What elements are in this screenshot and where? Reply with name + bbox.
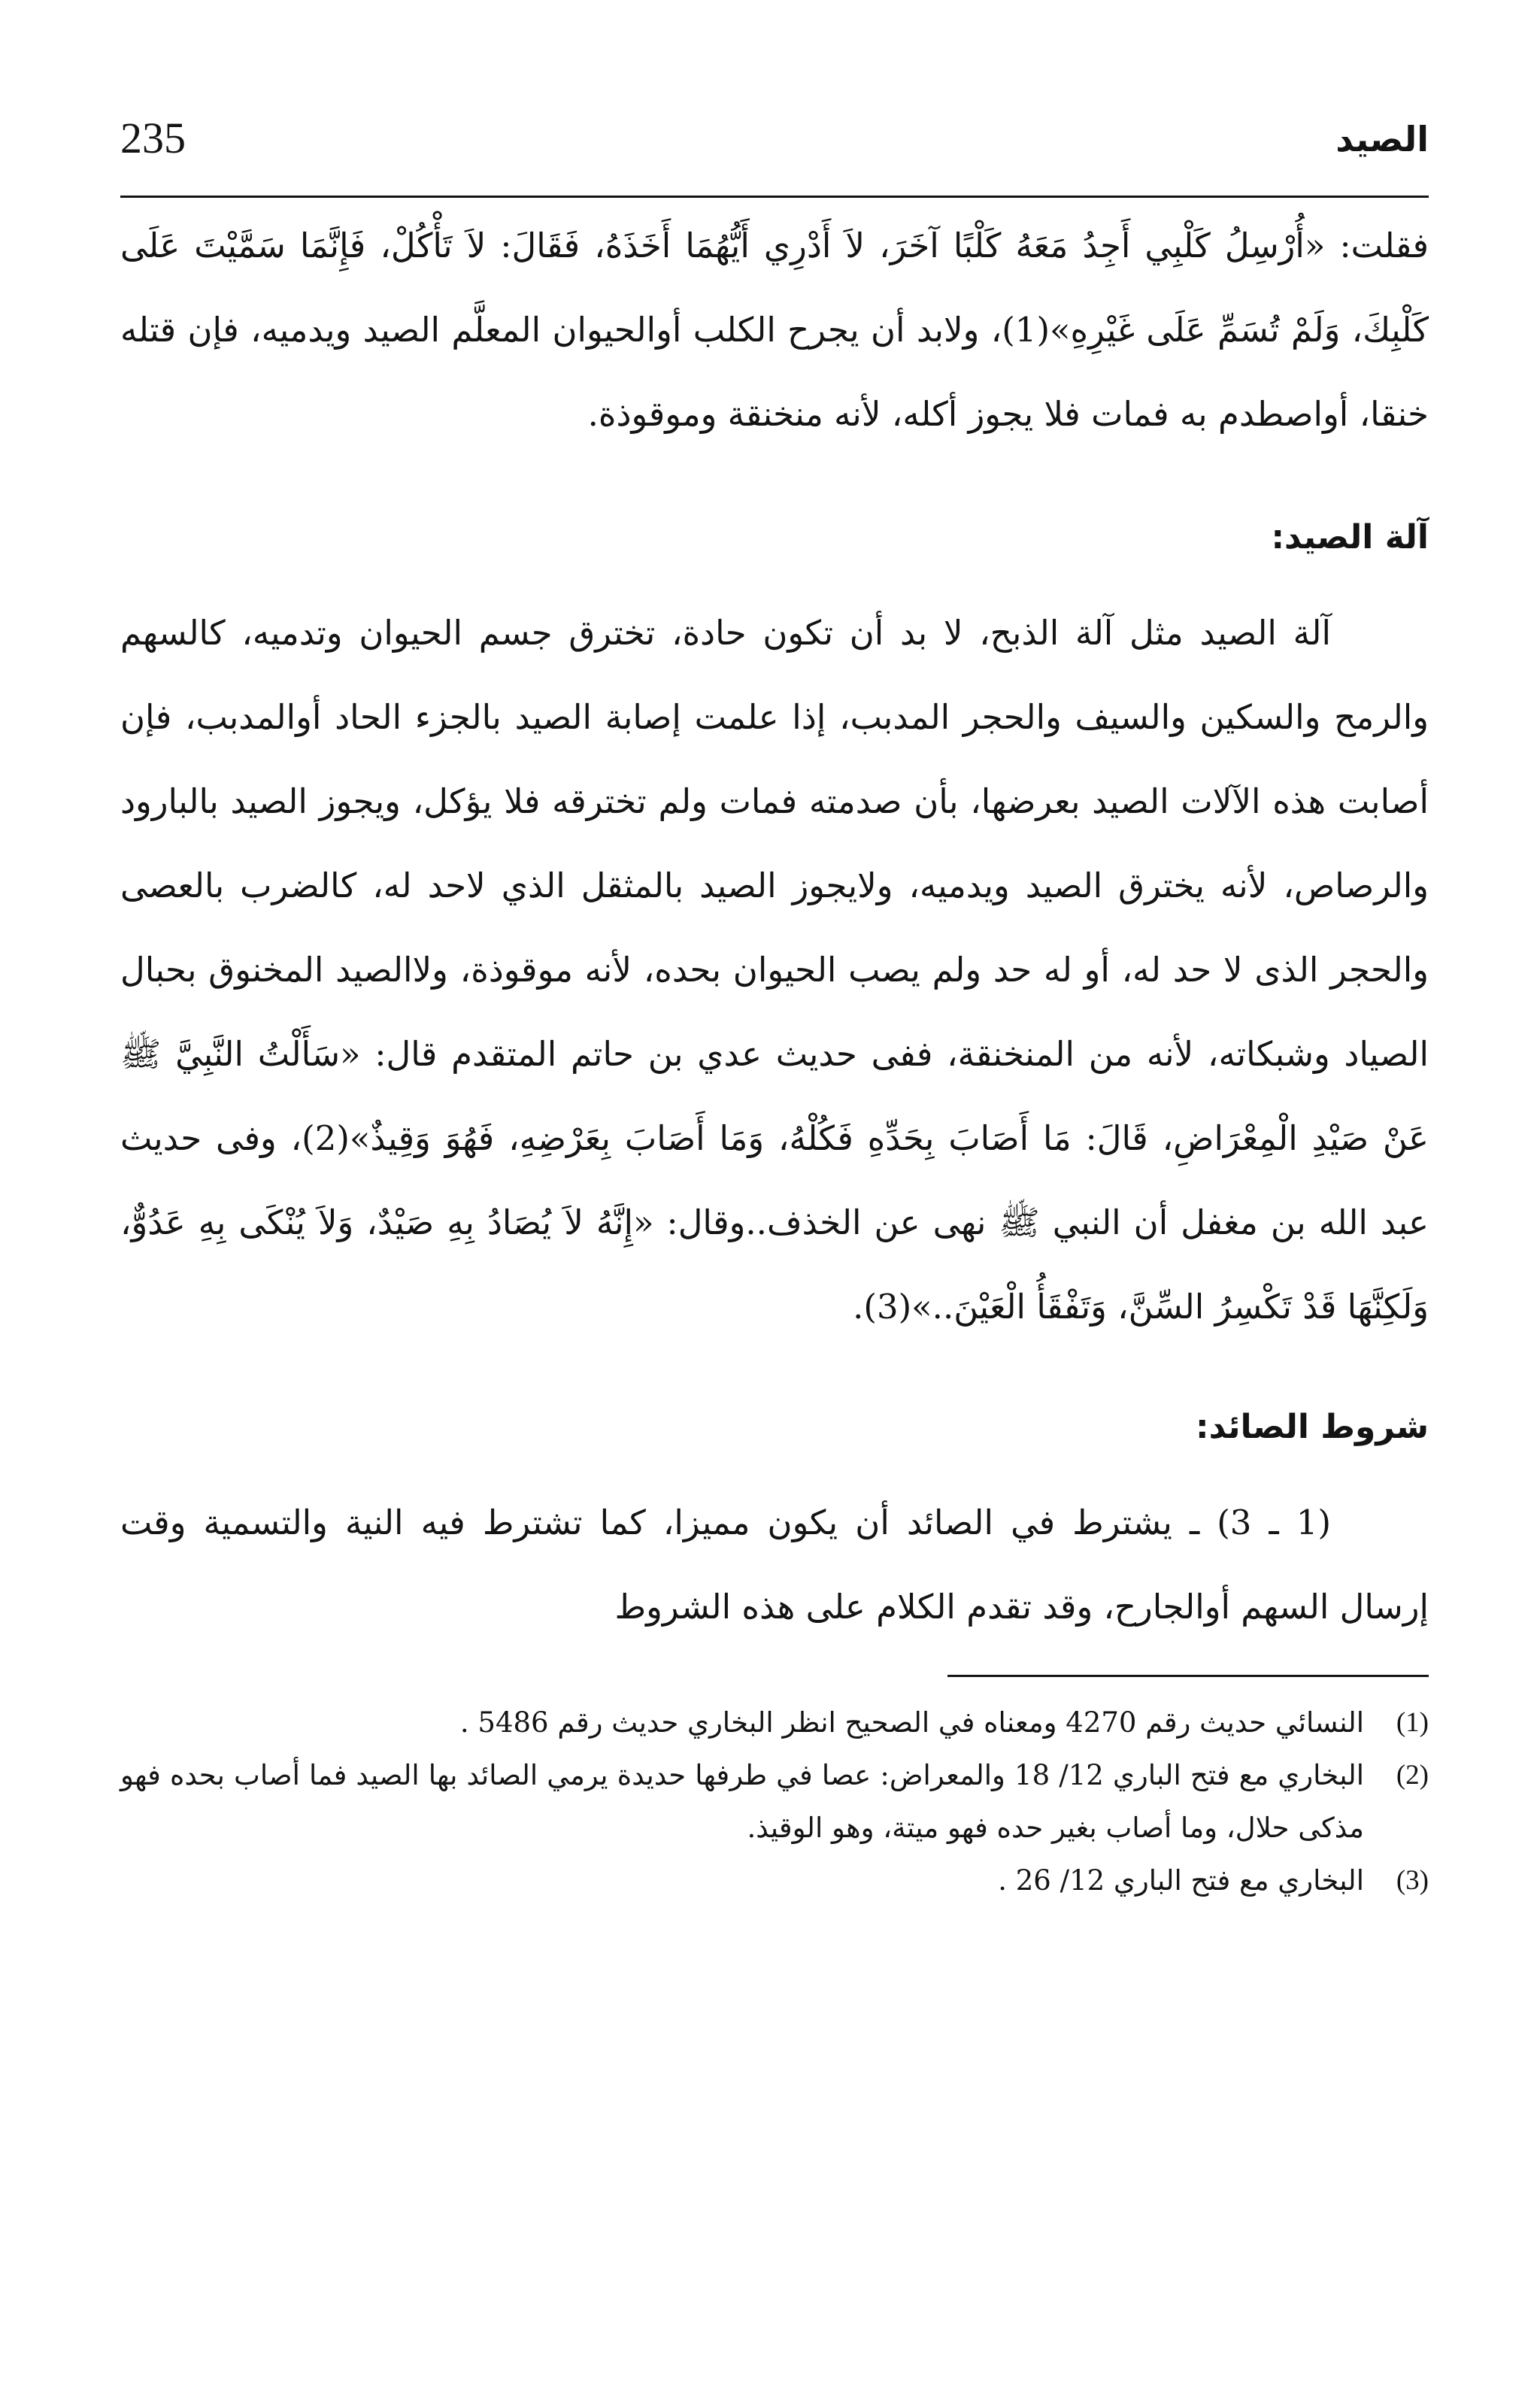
section-heading-hunter-conditions: شروط الصائد: bbox=[1195, 1408, 1429, 1446]
footnote-number: (2) bbox=[1396, 1760, 1429, 1791]
footnote-1 bbox=[120, 1697, 1429, 1749]
footnote-text: البخاري مع فتح الباري 12/ 18 والمعراض: عصا في طرفها حديدة يرمي الصائد بها الصيد فما أصاب بحده فهو مذكى حلال، وما أصاب بغير حده فهو ميتة، وهو الوقيذ. bbox=[120, 1759, 1364, 1844]
header-rule bbox=[120, 196, 1429, 198]
footnote-separator bbox=[947, 1675, 1429, 1677]
running-title: الصيد bbox=[1335, 119, 1429, 159]
page-number: 235 bbox=[120, 114, 186, 162]
paragraph-hunting-tool: آلة الصيد مثل آلة الذبح، لا بد أن تكون حادة، تخترق جسم الحيوان وتدميه، كالسهم والرمح والسكين والسيف والحجر المدبب، إذا علمت إصابة الصيد بالجزء الحاد أوالمدبب، فإن أصابت هذه الآلات الصيد بعرضها، بأن صدمته فمات ولم تخترقه فلا يؤكل، ويجوز الصيد بالبارود والرصاص، لأنه يخترق الصيد ويدميه، ولايجوز الصيد بالمثقل الذي لاحد له، كالضرب بالعصى والحجر الذى لا حد له، أو له حد ولم يصب الحيوان بحده، لأنه موقوذة، ولاالصيد المخنوق بحبال الصياد وشبكاته، لأنه من المنخنقة، ففى حديث عدي بن حاتم المتقدم قال: «سَأَلْتُ النَّبِيَّ ﷺ عَنْ صَيْدِ الْمِعْرَاضِ، قَالَ: مَا أَصَابَ بِحَدِّهِ فَكُلْهُ، وَمَا أَصَابَ بِعَرْضِهِ، فَهُوَ وَقِيذٌ»(2)، وفى حديث عبد الله بن مغفل أن النبي ﷺ نهى عن الخذف..وقال: «إِنَّهُ لاَ يُصَادُ بِهِ صَيْدٌ، وَلاَ يُنْكَى بِهِ عَدُوٌّ، وَلَكِنَّهَا قَدْ تَكْسِرُ السِّنَّ، وَتَفْقَأُ الْعَيْنَ..»(3). bbox=[120, 613, 1429, 1327]
page-header bbox=[120, 113, 1429, 196]
footnote-text: النسائي حديث رقم 4270 ومعناه في الصحيح انظر البخاري حديث رقم 5486 . bbox=[459, 1706, 1364, 1739]
paragraph-hunter-conditions: (1 ـ 3) ـ يشترط في الصائد أن يكون مميزا، كما تشترط فيه النية والتسمية وقت إرسال السهم أوالجارح، وقد تقدم الكلام على هذه الشروط bbox=[120, 1503, 1429, 1627]
section-heading-hunting-tool: آلة الصيد: bbox=[1271, 518, 1429, 557]
footnote-3 bbox=[120, 1855, 1429, 1907]
book-page bbox=[120, 113, 1429, 1907]
footnote-text: البخاري مع فتح الباري 12/ 26 . bbox=[998, 1864, 1364, 1897]
paragraph-hadith-dog: فقلت: «أُرْسِلُ كَلْبِي أَجِدُ مَعَهُ كَلْبًا آخَرَ، لاَ أَدْرِي أَيُّهُمَا أَخَذَهُ، فَقَالَ: لاَ تَأْكُلْ، فَإِنَّمَا سَمَّيْتَ عَلَى كَلْبِكَ، وَلَمْ تُسَمِّ عَلَى غَيْرِهِ»(1)، ولابد أن يجرح الكلب أوالحيوان المعلَّم الصيد ويدميه، فإن قتله خنقا، أواصطدم به فمات فلا يجوز أكله، لأنه منخنقة وموقوذة. bbox=[120, 226, 1429, 434]
footnote-number: (3) bbox=[1396, 1865, 1429, 1896]
footnote-number: (1) bbox=[1396, 1707, 1429, 1738]
footnotes bbox=[120, 1697, 1429, 1907]
footnote-2 bbox=[120, 1749, 1429, 1855]
